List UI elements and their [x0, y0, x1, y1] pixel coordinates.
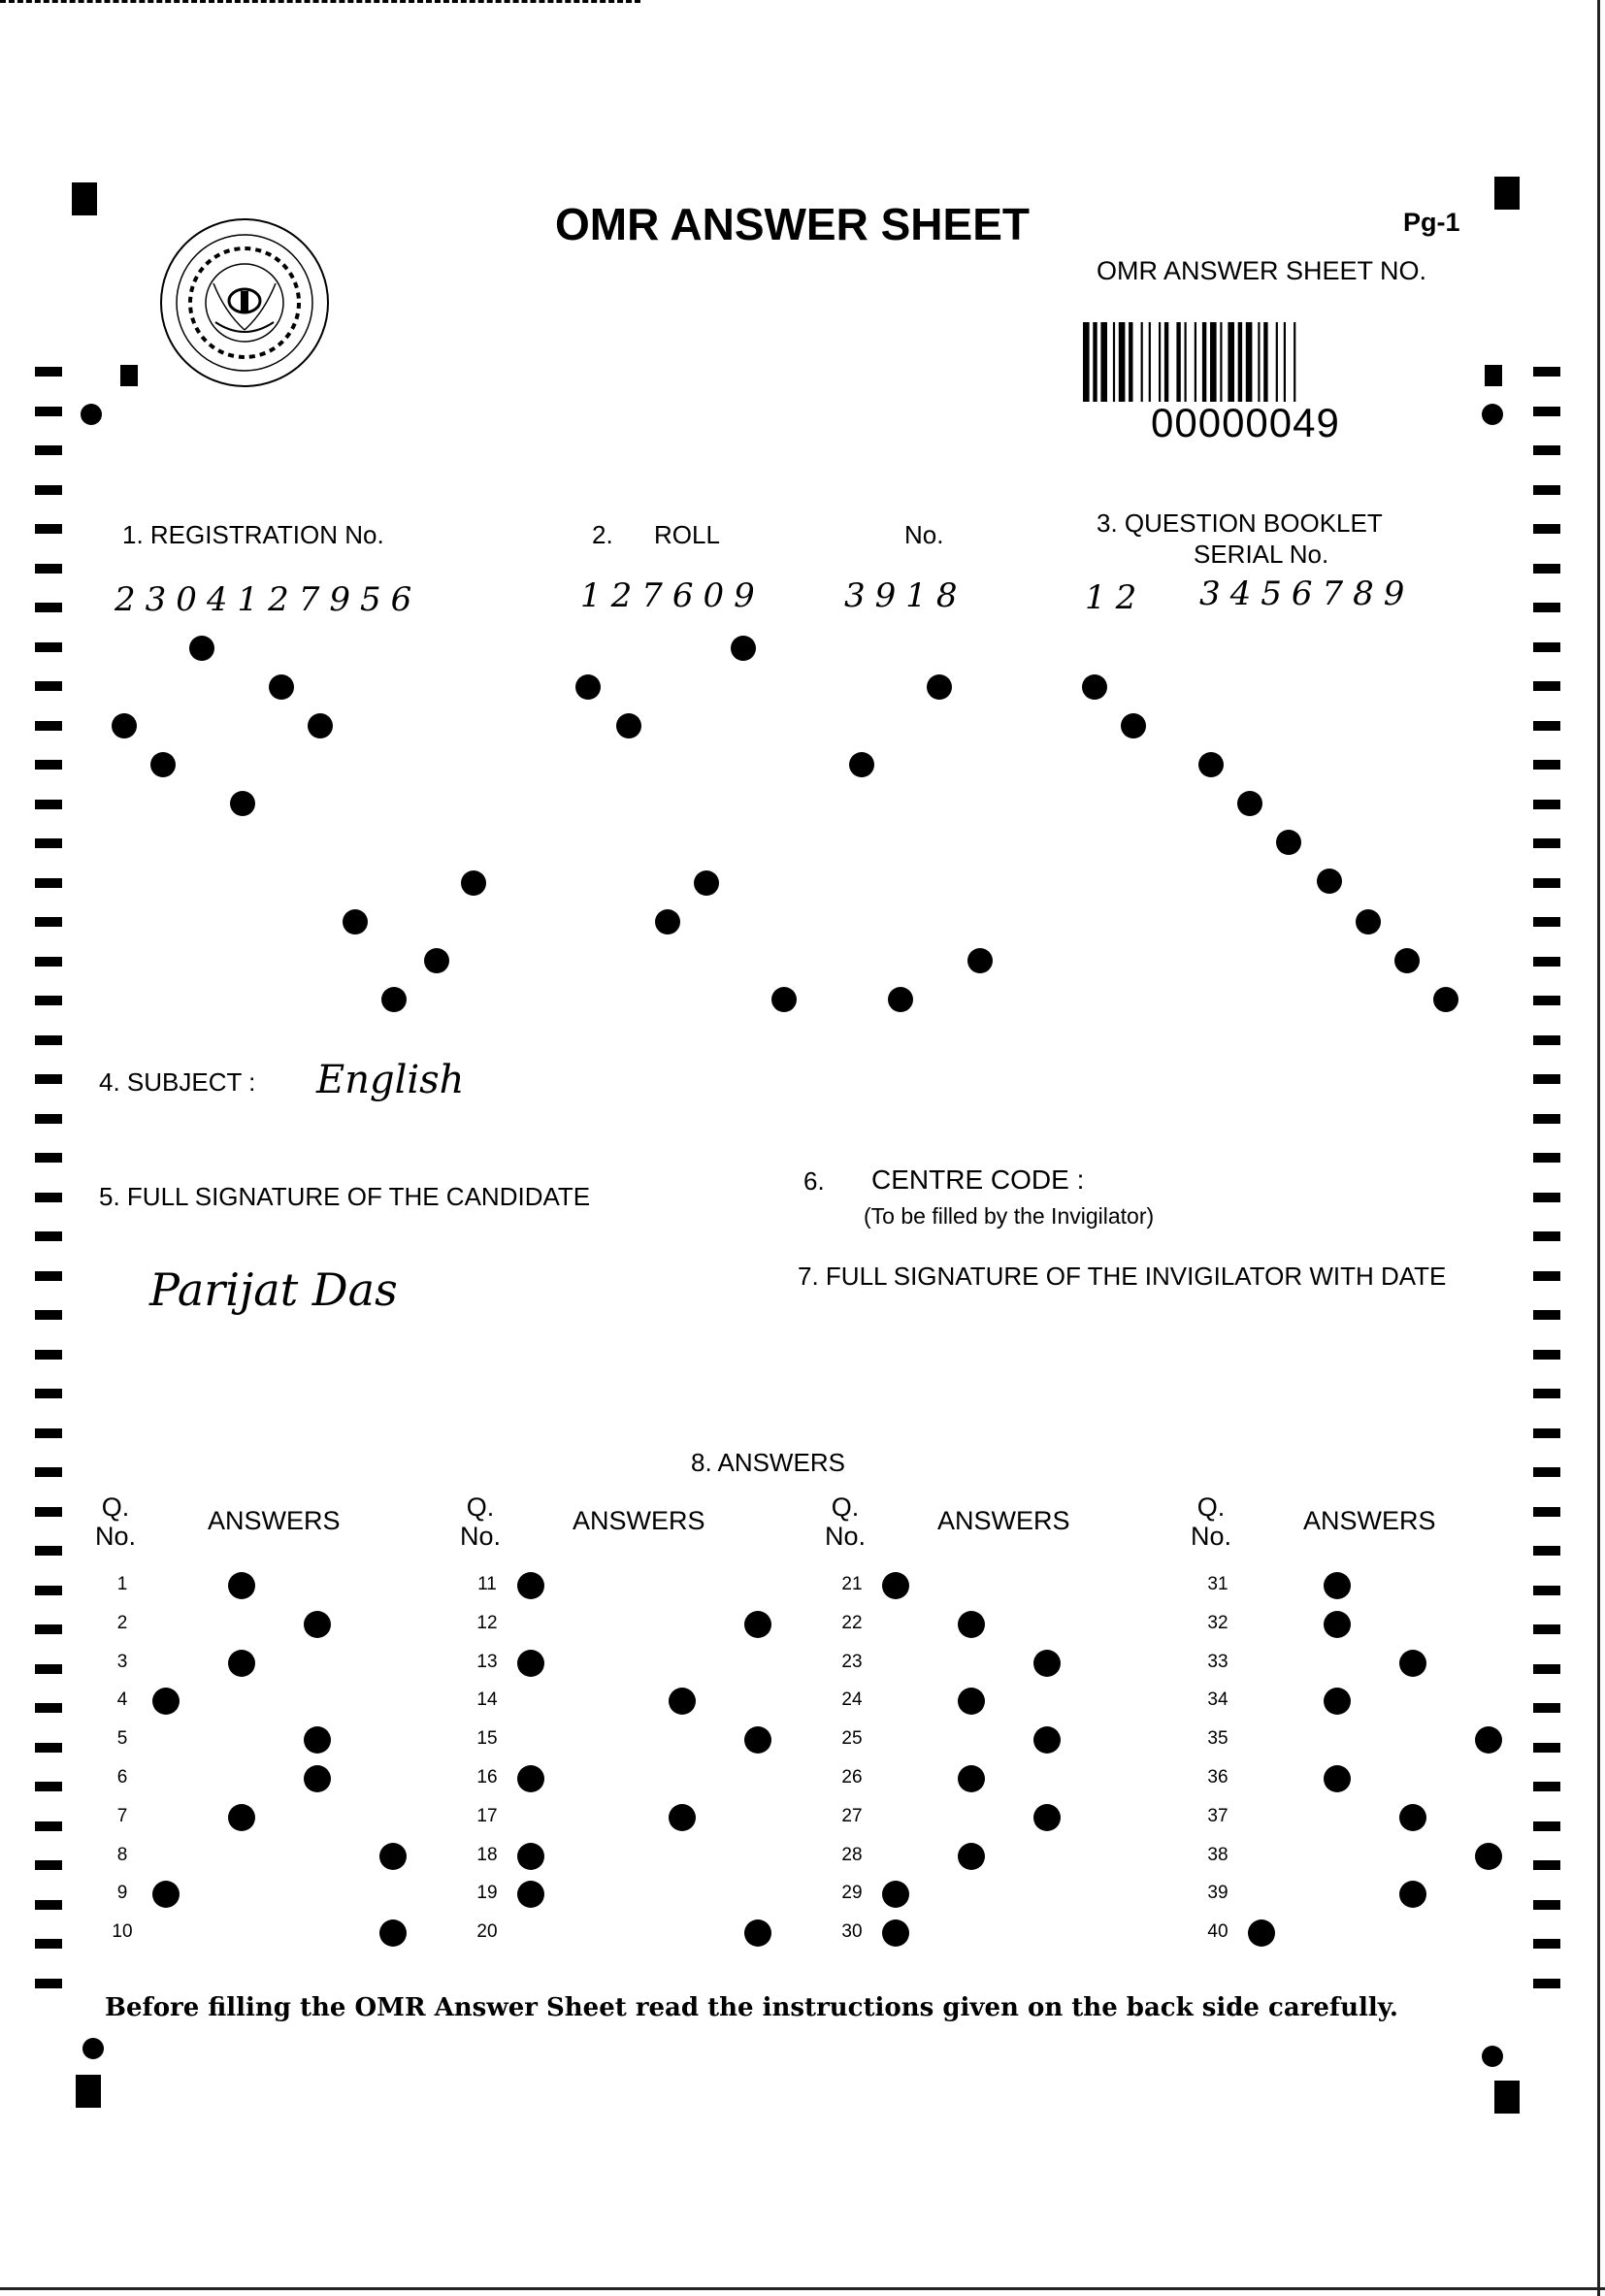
question-number: 32	[1207, 1612, 1228, 1633]
digit-bubble-filled	[308, 713, 333, 738]
timing-mark-right	[1533, 603, 1560, 612]
answer-bubble-filled	[228, 1572, 255, 1599]
timing-mark-left	[35, 1074, 62, 1084]
timing-mark-right	[1533, 1821, 1560, 1831]
q-head-bottom: No.	[1191, 1522, 1232, 1551]
timing-mark-left	[35, 1310, 62, 1320]
barcode-bar	[1202, 322, 1206, 402]
timing-mark-right	[1533, 1035, 1560, 1045]
digit-bubble-filled	[694, 870, 719, 896]
barcode-bar	[1100, 322, 1107, 402]
answer-bubble-filled	[958, 1688, 985, 1715]
q-head-bottom: No.	[460, 1522, 502, 1551]
timing-mark-left	[35, 407, 62, 416]
timing-mark-left	[35, 1114, 62, 1124]
timing-mark-right	[1533, 878, 1560, 888]
timing-mark-left	[35, 1782, 62, 1791]
timing-mark-left	[35, 1900, 62, 1910]
answer-bubble-filled	[744, 1611, 771, 1638]
digit-bubble-filled	[1394, 948, 1420, 973]
barcode-bar	[1164, 322, 1168, 402]
timing-mark-left	[35, 1428, 62, 1438]
timing-mark-left	[35, 603, 62, 612]
timing-mark-right	[1533, 1074, 1560, 1084]
timing-mark-left	[35, 1193, 62, 1202]
footer-instruction: Before filling the OMR Answer Sheet read the instructions given on the back side carefully.	[105, 1993, 1398, 2022]
question-number: 8	[116, 1844, 128, 1865]
digit-bubble-filled	[849, 752, 874, 777]
anchor-dot-left-top	[81, 404, 102, 425]
centre-code-label: CENTRE CODE :	[871, 1164, 1085, 1195]
timing-mark-right	[1533, 721, 1560, 731]
barcode-bar	[1176, 322, 1180, 402]
timing-mark-left	[35, 564, 62, 574]
digit-bubble-filled	[1356, 909, 1381, 935]
timing-mark-right	[1533, 1664, 1560, 1674]
digit-bubble-filled	[381, 987, 407, 1012]
corner-mark-bottom-right	[1494, 2081, 1520, 2114]
corner-mark-top-right	[1494, 177, 1520, 210]
timing-mark-left	[35, 445, 62, 455]
digit-bubble-filled	[189, 636, 214, 661]
timing-mark-right	[1533, 1624, 1560, 1634]
timing-mark-left	[35, 1035, 62, 1045]
institution-seal-icon	[157, 215, 332, 390]
timing-mark-left	[35, 1271, 62, 1281]
barcode-bar	[1238, 322, 1242, 402]
corner-mark-top-left	[72, 182, 97, 215]
question-number: 29	[841, 1883, 863, 1904]
timing-mark-left	[35, 1979, 62, 1988]
barcode-bar	[1185, 322, 1187, 402]
registration-value: 2304127956	[115, 580, 422, 619]
question-number: 37	[1207, 1805, 1228, 1826]
question-number: 17	[476, 1805, 498, 1826]
timing-mark-right	[1533, 1703, 1560, 1713]
timing-mark-right	[1533, 367, 1560, 377]
answer-bubble-filled	[958, 1765, 985, 1792]
q-head-top: Q.	[1196, 1492, 1226, 1522]
answer-bubble-filled	[517, 1765, 544, 1792]
top-dashed-edge	[0, 0, 640, 3]
question-number: 40	[1207, 1921, 1228, 1943]
answer-bubble-filled	[958, 1843, 985, 1870]
barcode-bar	[1119, 322, 1126, 402]
digit-bubble-filled	[1121, 713, 1146, 738]
candidate-signature: Parijat Das	[149, 1263, 398, 1316]
answers-header: ANSWERS	[573, 1506, 705, 1535]
question-number: 1	[116, 1574, 128, 1594]
digit-bubble-filled	[731, 636, 756, 661]
timing-mark-right	[1533, 445, 1560, 455]
roll-no-word: No.	[904, 520, 944, 549]
timing-mark-right	[1533, 1782, 1560, 1791]
sheet-number-label: OMR ANSWER SHEET NO.	[1097, 256, 1427, 285]
barcode-bar	[1195, 322, 1196, 402]
anchor-square-left	[120, 365, 138, 386]
timing-mark-right	[1533, 1467, 1560, 1477]
timing-mark-left	[35, 996, 62, 1005]
answer-bubble-filled	[152, 1881, 180, 1908]
timing-mark-left	[35, 957, 62, 967]
question-number: 12	[476, 1612, 498, 1633]
question-number: 25	[841, 1728, 863, 1750]
timing-mark-left	[35, 367, 62, 377]
q-no-header	[1191, 1492, 1231, 1551]
answer-bubble-filled	[744, 1919, 771, 1947]
timing-mark-right	[1533, 838, 1560, 848]
booklet-value-part2: 3456789	[1199, 574, 1415, 613]
question-number: 5	[116, 1728, 128, 1750]
q-head-top: Q.	[466, 1492, 495, 1522]
barcode-bar	[1093, 322, 1097, 402]
barcode-bar	[1276, 322, 1278, 402]
timing-mark-right	[1533, 957, 1560, 967]
answers-section-label: 8. ANSWERS	[691, 1448, 845, 1477]
question-number: 31	[1207, 1574, 1228, 1594]
timing-mark-left	[35, 760, 62, 770]
timing-mark-right	[1533, 1271, 1560, 1281]
invigilator-signature-label: 7. FULL SIGNATURE OF THE INVIGILATOR WITH DATE	[798, 1262, 1447, 1291]
timing-mark-right	[1533, 1507, 1560, 1517]
question-number: 18	[476, 1844, 498, 1865]
question-number: 28	[841, 1844, 863, 1865]
timing-mark-right	[1533, 1428, 1560, 1438]
answer-bubble-filled	[1399, 1881, 1426, 1908]
question-number: 20	[476, 1921, 498, 1943]
timing-mark-right	[1533, 1193, 1560, 1202]
timing-mark-right	[1533, 800, 1560, 809]
timing-mark-right	[1533, 407, 1560, 416]
answer-bubble-filled	[1475, 1726, 1502, 1754]
barcode-bar	[1246, 322, 1253, 402]
timing-mark-left	[35, 1664, 62, 1674]
barcode-bar	[1220, 322, 1222, 402]
digit-bubble-filled	[1082, 674, 1107, 700]
timing-mark-left	[35, 800, 62, 809]
bottom-edge-line	[0, 2287, 1605, 2290]
question-number: 39	[1207, 1883, 1228, 1904]
timing-mark-right	[1533, 917, 1560, 927]
answer-bubble-filled	[304, 1765, 331, 1792]
timing-mark-right	[1533, 1546, 1560, 1556]
question-number: 27	[841, 1805, 863, 1826]
question-number: 7	[116, 1805, 128, 1826]
question-number: 11	[477, 1574, 497, 1594]
timing-mark-left	[35, 1546, 62, 1556]
timing-mark-right	[1533, 524, 1560, 534]
q-head-top: Q.	[101, 1492, 130, 1522]
barcode-bar	[1263, 322, 1267, 402]
roll-label: 2.	[592, 520, 613, 549]
page-number: Pg-1	[1403, 208, 1460, 237]
timing-mark-left	[35, 1624, 62, 1634]
digit-bubble-filled	[927, 674, 952, 700]
answer-bubble-filled	[744, 1726, 771, 1754]
digit-bubble-filled	[888, 987, 913, 1012]
timing-mark-left	[35, 1350, 62, 1360]
subject-value: English	[316, 1058, 465, 1102]
answers-header: ANSWERS	[1303, 1506, 1436, 1535]
barcode-bar	[1149, 322, 1151, 402]
answer-bubble-filled	[1248, 1919, 1275, 1947]
question-number: 30	[841, 1921, 863, 1943]
q-no-header	[825, 1492, 866, 1551]
question-number: 10	[112, 1921, 133, 1943]
digit-bubble-filled	[1237, 791, 1262, 816]
barcode	[1083, 322, 1426, 402]
answer-bubble-filled	[882, 1881, 909, 1908]
answer-bubble-filled	[304, 1726, 331, 1754]
question-number: 14	[476, 1689, 498, 1711]
digit-bubble-filled	[616, 713, 641, 738]
answer-bubble-filled	[958, 1611, 985, 1638]
answer-bubble-filled	[1399, 1804, 1426, 1831]
question-number: 15	[476, 1728, 498, 1750]
answer-bubble-filled	[379, 1843, 407, 1870]
booklet-label-line1: 3. QUESTION BOOKLET	[1097, 508, 1383, 538]
digit-bubble-filled	[655, 909, 680, 935]
timing-mark-left	[35, 642, 62, 652]
timing-mark-left	[35, 917, 62, 927]
timing-mark-left	[35, 1467, 62, 1477]
answer-bubble-filled	[1033, 1804, 1061, 1831]
barcode-bar	[1284, 322, 1286, 402]
answers-header: ANSWERS	[208, 1506, 341, 1535]
sheet-number: 00000049	[1151, 400, 1340, 445]
question-number: 19	[476, 1883, 498, 1904]
q-head-bottom: No.	[95, 1522, 137, 1551]
answer-bubble-filled	[228, 1804, 255, 1831]
timing-mark-right	[1533, 681, 1560, 691]
digit-bubble-filled	[967, 948, 993, 973]
timing-mark-left	[35, 1507, 62, 1517]
timing-mark-right	[1533, 485, 1560, 495]
barcode-bar	[1228, 322, 1234, 402]
timing-mark-right	[1533, 564, 1560, 574]
digit-bubble-filled	[1433, 987, 1458, 1012]
timing-mark-left	[35, 838, 62, 848]
timing-mark-right	[1533, 1979, 1560, 1988]
question-number: 2	[116, 1612, 128, 1633]
barcode-bar	[1210, 322, 1217, 402]
timing-mark-right	[1533, 1231, 1560, 1241]
barcode-bar	[1141, 322, 1143, 402]
answer-bubble-filled	[517, 1843, 544, 1870]
timing-mark-left	[35, 1389, 62, 1398]
digit-bubble-filled	[269, 674, 294, 700]
question-number: 6	[116, 1767, 128, 1788]
answer-bubble-filled	[882, 1919, 909, 1947]
barcode-bar	[1113, 322, 1115, 402]
right-edge-line	[1597, 0, 1600, 2296]
digit-bubble-filled	[112, 713, 137, 738]
booklet-label-line2: SERIAL No.	[1194, 540, 1329, 569]
timing-mark-right	[1533, 1350, 1560, 1360]
anchor-square-right	[1485, 365, 1502, 386]
digit-bubble-filled	[424, 948, 449, 973]
answer-bubble-filled	[882, 1572, 909, 1599]
timing-mark-left	[35, 1231, 62, 1241]
question-number: 36	[1207, 1767, 1228, 1788]
answer-bubble-filled	[1324, 1688, 1351, 1715]
timing-mark-right	[1533, 1310, 1560, 1320]
answer-bubble-filled	[152, 1688, 180, 1715]
centre-code-note: (To be filled by the Invigilator)	[864, 1203, 1155, 1229]
answer-bubble-filled	[517, 1650, 544, 1677]
answer-bubble-filled	[1033, 1650, 1061, 1677]
question-number: 24	[841, 1689, 863, 1711]
digit-bubble-filled	[575, 674, 601, 700]
digit-bubble-filled	[1198, 752, 1224, 777]
digit-bubble-filled	[1276, 830, 1301, 855]
digit-bubble-filled	[461, 870, 486, 896]
question-number: 4	[116, 1689, 128, 1711]
answer-bubble-filled	[1324, 1765, 1351, 1792]
answer-bubble-filled	[379, 1919, 407, 1947]
q-no-header	[95, 1492, 136, 1551]
question-number: 26	[841, 1767, 863, 1788]
digit-bubble-filled	[343, 909, 368, 935]
question-number: 21	[841, 1574, 863, 1594]
question-number: 33	[1207, 1651, 1228, 1672]
timing-mark-left	[35, 1860, 62, 1870]
digit-bubble-filled	[1317, 869, 1342, 894]
timing-mark-right	[1533, 1860, 1560, 1870]
q-no-header	[460, 1492, 501, 1551]
timing-mark-right	[1533, 1939, 1560, 1949]
booklet-value-part1: 12	[1085, 578, 1147, 617]
anchor-dot-right-bottom	[1482, 2046, 1503, 2067]
anchor-dot-left-bottom	[82, 2038, 104, 2059]
timing-mark-right	[1533, 1153, 1560, 1163]
question-number: 34	[1207, 1689, 1228, 1711]
question-number: 16	[476, 1767, 498, 1788]
question-number: 22	[841, 1612, 863, 1633]
q-head-bottom: No.	[825, 1522, 867, 1551]
subject-label: 4. SUBJECT :	[99, 1067, 256, 1097]
answer-bubble-filled	[517, 1572, 544, 1599]
q-head-top: Q.	[831, 1492, 860, 1522]
barcode-bar	[1129, 322, 1132, 402]
barcode-bar	[1294, 322, 1295, 402]
digit-bubble-filled	[150, 752, 176, 777]
timing-mark-right	[1533, 996, 1560, 1005]
answer-bubble-filled	[304, 1611, 331, 1638]
answer-bubble-filled	[1324, 1572, 1351, 1599]
question-number: 23	[841, 1651, 863, 1672]
registration-label: 1. REGISTRATION No.	[122, 520, 384, 549]
answer-bubble-filled	[1324, 1611, 1351, 1638]
anchor-dot-right-top	[1482, 404, 1503, 425]
timing-mark-left	[35, 1703, 62, 1713]
barcode-bar	[1258, 322, 1260, 402]
answer-bubble-filled	[228, 1650, 255, 1677]
answer-bubble-filled	[517, 1881, 544, 1908]
corner-mark-bottom-left	[76, 2075, 101, 2108]
digit-bubble-filled	[771, 987, 797, 1012]
timing-mark-left	[35, 721, 62, 731]
timing-mark-right	[1533, 642, 1560, 652]
timing-mark-right	[1533, 1900, 1560, 1910]
answer-bubble-filled	[1399, 1650, 1426, 1677]
timing-mark-right	[1533, 1586, 1560, 1595]
answers-header: ANSWERS	[937, 1506, 1070, 1535]
barcode-bar	[1083, 322, 1090, 402]
timing-mark-left	[35, 524, 62, 534]
candidate-signature-label: 5. FULL SIGNATURE OF THE CANDIDATE	[99, 1182, 591, 1211]
timing-mark-right	[1533, 1389, 1560, 1398]
roll-value-part2: 3918	[844, 576, 967, 615]
barcode-bar	[1159, 322, 1161, 402]
timing-mark-left	[35, 878, 62, 888]
timing-mark-left	[35, 681, 62, 691]
timing-mark-left	[35, 485, 62, 495]
answer-bubble-filled	[669, 1688, 696, 1715]
question-number: 9	[116, 1883, 128, 1904]
timing-mark-left	[35, 1821, 62, 1831]
answer-bubble-filled	[669, 1804, 696, 1831]
timing-mark-left	[35, 1743, 62, 1753]
timing-mark-right	[1533, 760, 1560, 770]
answer-bubble-filled	[1033, 1726, 1061, 1754]
roll-word: ROLL	[654, 520, 720, 549]
sheet-title: OMR ANSWER SHEET	[555, 199, 1030, 249]
timing-mark-right	[1533, 1114, 1560, 1124]
digit-bubble-filled	[230, 791, 255, 816]
question-number: 3	[116, 1651, 128, 1672]
timing-mark-right	[1533, 1743, 1560, 1753]
roll-value-part1: 127609	[580, 576, 765, 615]
timing-mark-left	[35, 1153, 62, 1163]
timing-mark-left	[35, 1586, 62, 1595]
question-number: 38	[1207, 1844, 1228, 1865]
timing-mark-left	[35, 1939, 62, 1949]
answer-bubble-filled	[1475, 1843, 1502, 1870]
question-number: 13	[476, 1651, 498, 1672]
centre-number: 6.	[803, 1166, 825, 1196]
question-number: 35	[1207, 1728, 1228, 1750]
